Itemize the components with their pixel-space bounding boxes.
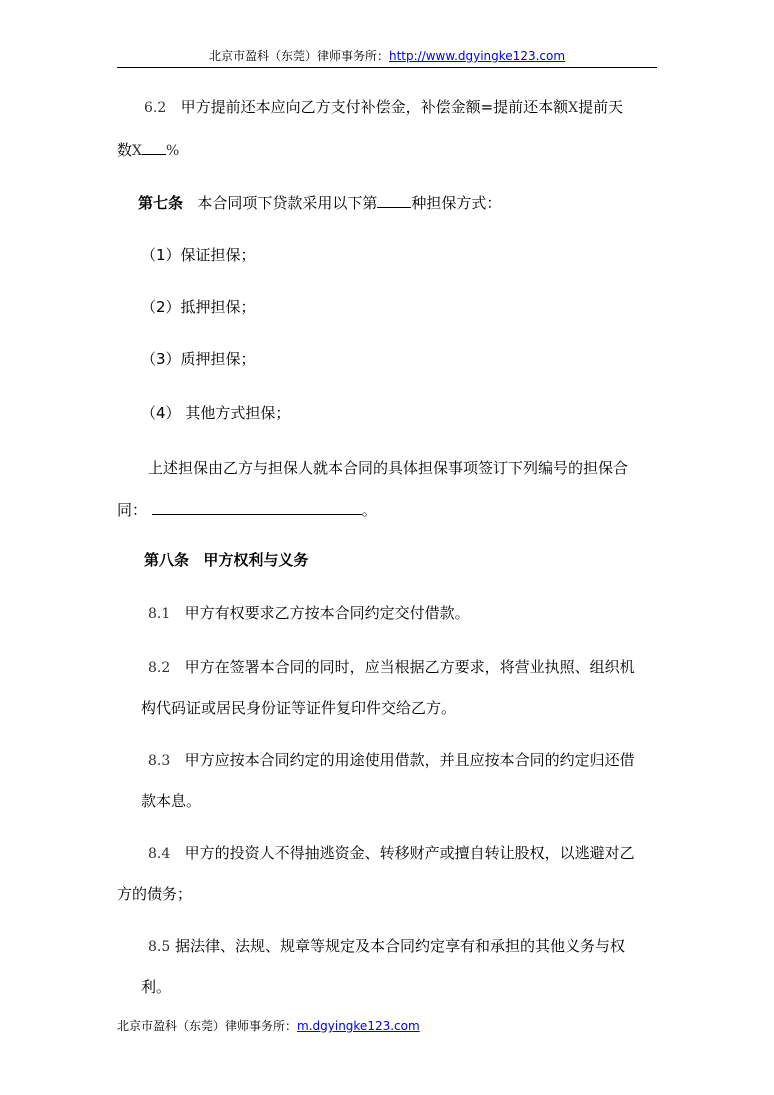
clause-text: 甲方的投资人不得抽逃资金、转移财产或擅自转让股权，以逃避对乙 [184, 844, 635, 862]
clause-text-cont: 提前天 [578, 98, 624, 116]
clause-8-4-continuation [117, 883, 192, 905]
clause-number: 8.1 [148, 606, 171, 622]
guarantee-option-3 [141, 348, 256, 370]
option-text: 保证担保； [180, 246, 256, 264]
footer-website-link[interactable]: m.dgyingke123.com [297, 1019, 420, 1033]
header-firm-name: 北京市盈科（东莞）律师事务所： [208, 49, 389, 63]
clause-8-4 [148, 842, 635, 865]
clause-text: 数 [117, 141, 133, 159]
option-text: 抵押担保； [180, 298, 256, 316]
clause-number: 8.2 [148, 660, 171, 676]
blank-field [377, 191, 411, 208]
blank-field [142, 138, 166, 155]
header-divider [117, 67, 657, 68]
article-8-heading: 甲方权利与义务 [203, 551, 309, 569]
page-footer [117, 1016, 420, 1036]
clause-number: 8.4 [148, 846, 171, 862]
article-7-text-cont: 种担保方式： [411, 194, 502, 212]
percent-sign: % [165, 143, 180, 159]
paragraph-end: 。 [361, 501, 377, 519]
clause-number: 8.5 [148, 939, 171, 955]
paragraph-text: 上述担保由乙方与担保人就本合同的具体担保事项签订下列编号的担保合 [148, 459, 629, 477]
clause-8-5 [148, 935, 625, 958]
guarantee-option-2 [141, 296, 256, 318]
clause-text: 方的债务； [117, 885, 193, 903]
option-number: （4） [141, 404, 181, 422]
option-number: （1） [141, 246, 181, 264]
clause-8-2-continuation [141, 697, 456, 719]
option-number: （3） [141, 350, 181, 368]
multiply-sign: X [568, 100, 579, 116]
option-text: 质押担保； [180, 350, 256, 368]
article-7 [138, 191, 501, 214]
option-number: （2） [141, 298, 181, 316]
clause-text: 据法律、法规、规章等规定及本合同约定享有和承担的其他义务与权 [175, 937, 626, 955]
footer-firm-name: 北京市盈科（东莞）律师事务所： [117, 1019, 298, 1033]
guarantee-option-1 [141, 244, 256, 266]
article-8 [144, 549, 308, 571]
clause-6-2-continuation [117, 138, 179, 162]
article-7-title: 第七条 [138, 194, 184, 212]
clause-8-3 [148, 749, 635, 772]
clause-text: 甲方在签署本合同的同时，应当根据乙方要求，将营业执照、组织机 [184, 658, 635, 676]
article-7-text: 本合同项下贷款采用以下第 [197, 194, 378, 212]
paragraph-text: 同： [117, 501, 148, 519]
clause-text: 甲方提前还本应向乙方支付补偿金，补偿金额=提前还本额 [180, 98, 569, 116]
clause-number: 8.3 [148, 753, 171, 769]
guarantee-option-4 [141, 402, 290, 424]
clause-text: 甲方应按本合同约定的用途使用借款，并且应按本合同的约定归还借 [184, 751, 635, 769]
clause-8-1 [148, 602, 470, 625]
option-text: 其他方式担保； [185, 404, 291, 422]
header-website-link[interactable]: http://www.dgyingke123.com [388, 49, 566, 63]
guarantee-contract-paragraph [148, 457, 628, 479]
clause-text: 款本息。 [141, 792, 202, 810]
contract-number-blank [152, 498, 362, 515]
clause-text: 利。 [141, 978, 172, 996]
clause-text: 甲方有权要求乙方按本合同约定交付借款。 [184, 604, 470, 622]
clause-number: 6.2 [144, 100, 167, 116]
guarantee-contract-continuation [117, 498, 377, 521]
page-header [117, 46, 657, 66]
clause-8-5-continuation [141, 976, 171, 998]
multiply-sign: X [132, 143, 142, 159]
clause-6-2 [144, 96, 623, 119]
clause-8-3-continuation [141, 790, 201, 812]
clause-8-2 [148, 656, 635, 679]
article-8-title: 第八条 [144, 551, 190, 569]
clause-text: 构代码证或居民身份证等证件复印件交给乙方。 [141, 699, 457, 717]
